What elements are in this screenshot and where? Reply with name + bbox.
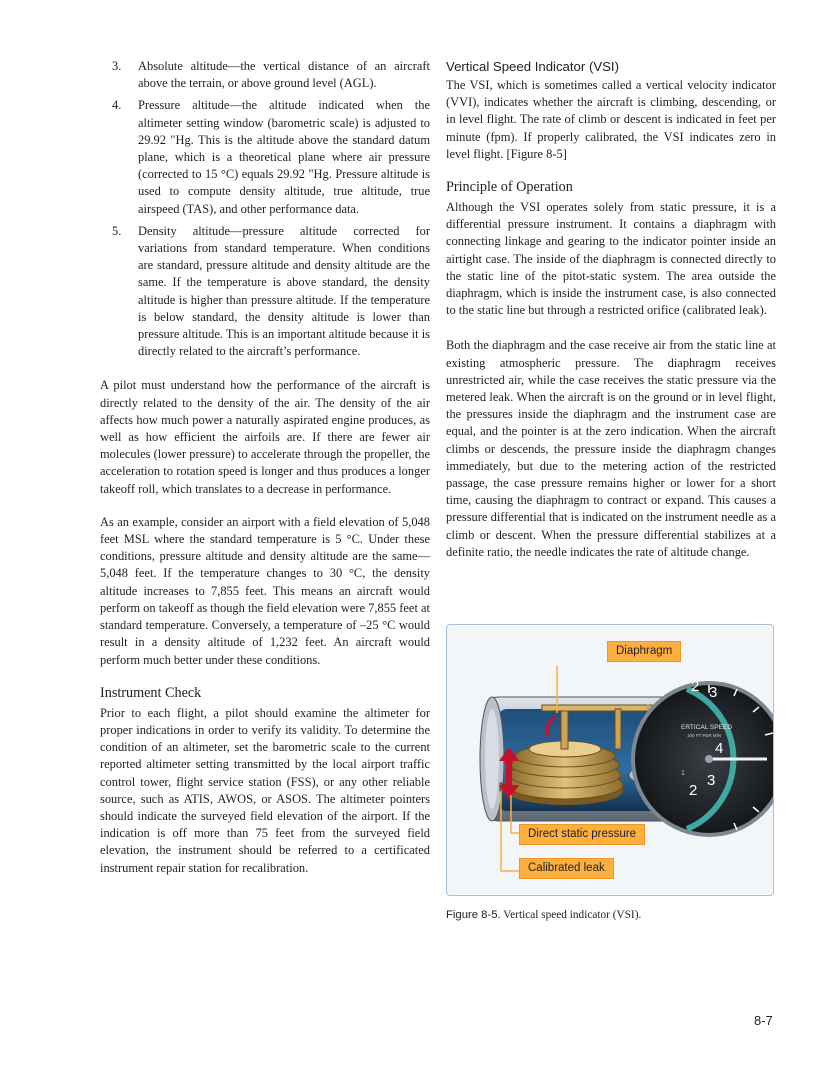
dial-number: 3 [709, 684, 718, 701]
section-heading: Vertical Speed Indicator (VSI) [446, 59, 619, 74]
section-heading: Instrument Check [100, 684, 202, 701]
dial-number: 2 [691, 678, 700, 695]
list-item-text: Absolute altitude—the vertical distance of an aircraft above the terrain, or above ground level (AGL). [138, 59, 430, 91]
paragraph: The VSI, which is sometimes called a vertical velocity indicator (VVI), indicates whether the aircraft is climbing, descending, or in level flight. The rate of climb or descent is indicated in feet per minute (fpm). If properly calibrated, the VSI indicates zero in level flight. [Figure 8-5] [446, 78, 776, 161]
dial-number: 3 [707, 772, 716, 789]
direct-static-pressure-callout: Direct static pressure [519, 824, 645, 845]
paragraph: Although the VSI operates solely from static pressure, it is a differential pressure instrument. It contains a diaphragm with connecting linkage and gearing to the indicator pointer inside an airtight case. The inside of the diaphragm is connected directly to the static line of the pitot-static system. The area outside the diaphragm, which is inside the instrument case, is also connected to the static line but through a restricted orifice (calibrated leak). [446, 200, 776, 318]
right-column [446, 58, 776, 561]
altitude-list [100, 58, 430, 360]
paragraph: A pilot must understand how the performance of the aircraft is directly related to the density of the air. The density of the air affects how much power a naturally aspirated engine produces, as well as how efficient the airfoils are. If there are fewer air molecules (lower pressure) to accelerate through the propeller, the acceleration to rotation speed is longer and thus produces a longer takeoff roll, which translates to a decrease in performance. [100, 378, 430, 496]
list-item: 3. Absolute altitude—the vertical distance of an aircraft above the terrain, or above ground level (AGL). [112, 59, 430, 91]
list-item-text: Density altitude—pressure altitude corrected for variations from standard temperature. When conditions are standard, pressure altitude and density altitude are the same. If the temperature is above standard, the density altitude is higher than pressure altitude. If the temperature is below standard, the density altitude is lower than pressure altitude. This is an important altitude because it is directly related to the aircraft’s performance. [138, 223, 430, 359]
vsi-figure [446, 624, 774, 896]
caption-label: Figure 8-5. [446, 909, 501, 921]
dial-number: 4 [715, 740, 724, 757]
paragraph: As an example, consider an airport with a field elevation of 5,048 feet MSL where the standard temperature is 5 °C. Under these conditions, pressure altitude and density altitude are the same—5,048 feet. If the temperature changes to 30 °C, the density altitude increases to 7,855 feet. This means an aircraft would perform on takeoff as though the field elevation were 7,855 feet at standard temperature. Conversely, a temperature of –25 °C would result in a density altitude of 1,232 feet. An aircraft would perform much better under these conditions. [100, 514, 430, 667]
section-heading: Principle of Operation [446, 179, 573, 196]
list-item-text: Pressure altitude—the altitude indicated when the altimeter setting window (barometric scale) is adjusted to 29.92 "Hg. This is the altitude above the standard datum plane, which is a theoretical plane where air pressure (corrected to 15 °C) equals 29.92 "Hg. Pressure altitude is used to compute density altitude, true altitude, true airspeed (TAS), and other performance data. [138, 98, 430, 216]
dial-number: 2 [689, 782, 698, 799]
list-item: 4. Pressure altitude—the altitude indicated when the altimeter setting window (barometric scale) is adjusted to 29.92 "Hg. This is the altitude above the standard datum plane, which is a theoretical plane where air pressure (corrected to 15 °C) equals 29.92 "Hg. Pressure altitude is used to compute density altitude, true altitude, true airspeed (TAS), and other performance data. [112, 98, 430, 216]
paragraph: Prior to each flight, a pilot should examine the altimeter for proper indications in order to verify its validity. To determine the condition of an altimeter, set the barometric scale to the current reported altimeter setting transmitted by the local airport traffic control tower, flight service station (FSS), or any other reliable source, such as ATIS, AWOS, or ASOS. The altimeter pointers should indicate the surveyed field elevation of the airport. If the indication is off more than 75 feet from the surveyed field elevation, the instrument should be referred to a certificated instrument repair station for recalibration. [100, 705, 430, 875]
caption-text: Vertical speed indicator (VSI). [500, 909, 642, 921]
vsi-illustration [447, 625, 773, 895]
diaphragm-callout: Diaphragm [607, 641, 681, 662]
dial-number: 1 [681, 770, 685, 777]
page-number: 8-7 [754, 1013, 773, 1028]
left-column [100, 58, 430, 877]
paragraph: Both the diaphragm and the case receive air from the static line at existing atmospheric pressure. The diaphragm receives unrestricted air, while the case receives the static pressure via the metered leak. When the aircraft is on the ground or in level flight, the pressures inside the diaphragm and the instrument case are equal, and the pointer is at the zero indication. When the aircraft climbs or descends, the pressure inside the diaphragm changes immediately, but due to the metering action of the restricted passage, the case pressure remains higher or lower for a short time, causing the diaphragm to contract or expand. This causes a pressure differential that is indicated on the instrument needle as a climb or descent. When the pressure differential stabilizes at a definite ratio, the needle indicates the rate of altitude change. [446, 338, 776, 559]
dial-sublabel: 100 FT PER MIN [687, 733, 722, 738]
list-item: 5. Density altitude—pressure altitude corrected for variations from standard temperature. When conditions are standard, pressure altitude and density altitude are the same. If the temperature is above standard, the density altitude is higher than pressure altitude. If the temperature is below standard, the density altitude is lower than pressure altitude. This is an important altitude because it is directly related to the aircraft’s performance. [112, 223, 430, 359]
figure-caption [446, 909, 641, 921]
dial-label: ERTICAL SPEED [681, 724, 732, 731]
calibrated-leak-callout: Calibrated leak [519, 858, 614, 879]
